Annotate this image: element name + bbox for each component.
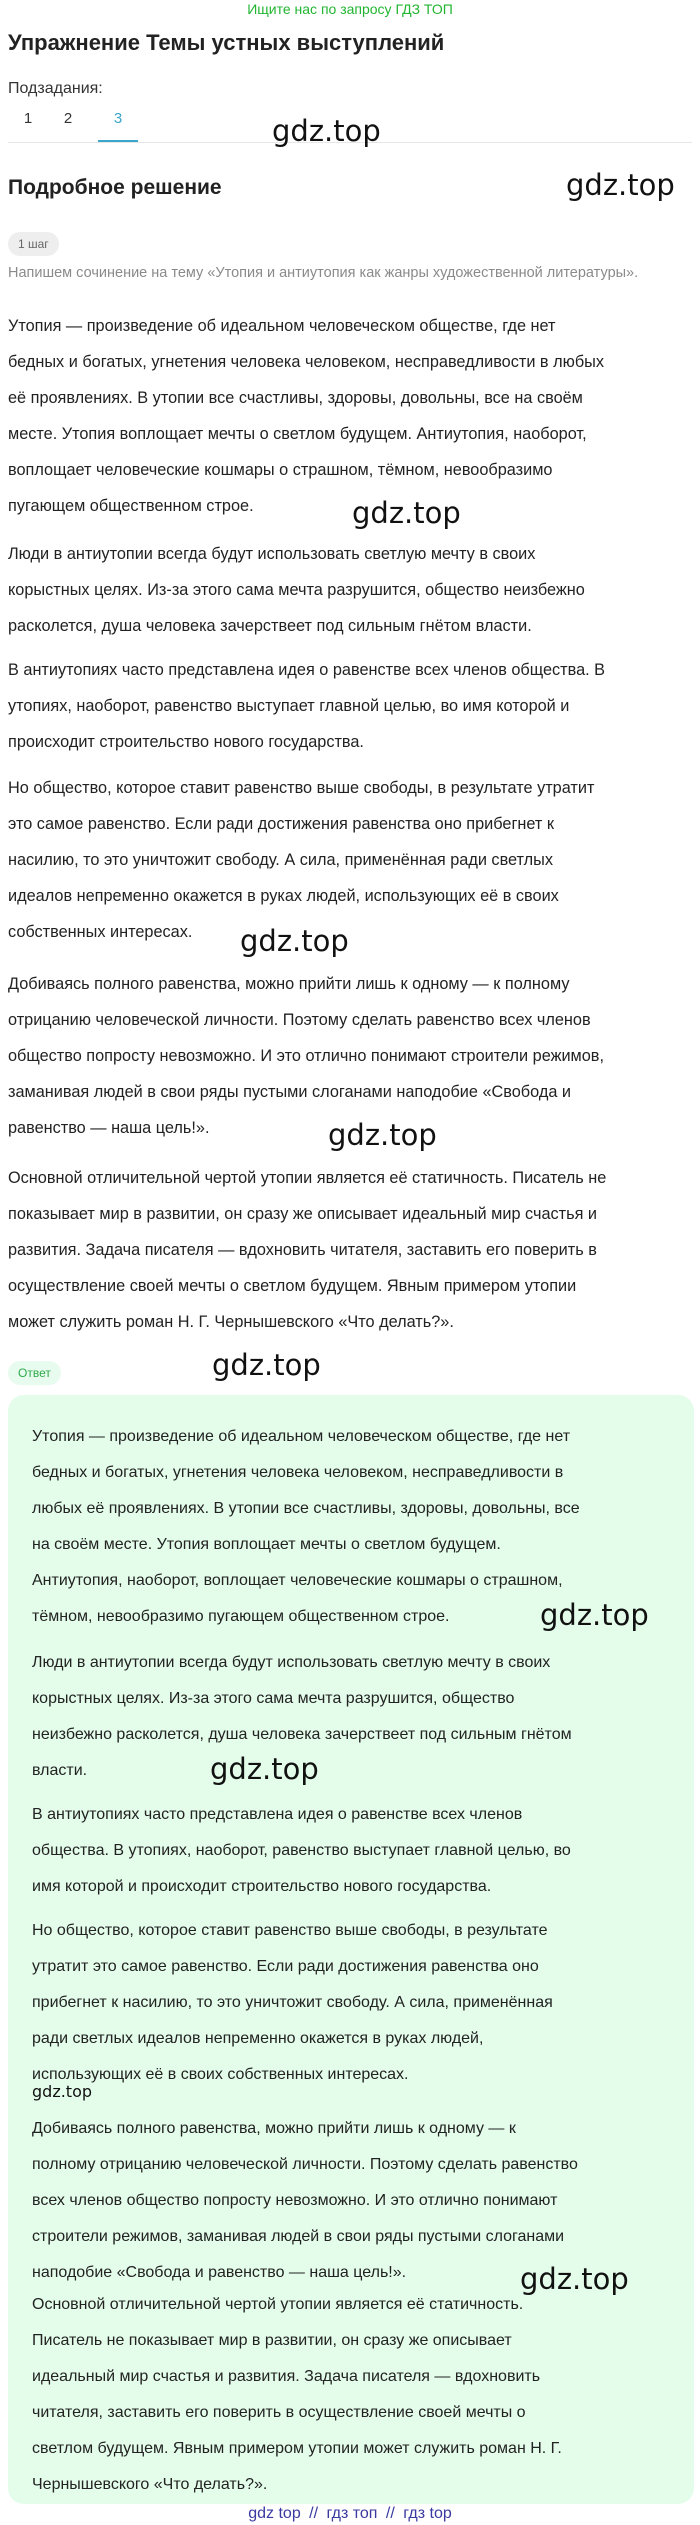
text-line: общества. В утопиях, наоборот, равенство выступает главной целью, во xyxy=(32,1842,571,1859)
footer-separator: // xyxy=(385,2505,395,2522)
text-line: Утопия — произведение об идеальном человеческом обществе, где нет xyxy=(32,1428,571,1445)
text-line: на своём месте. Утопия воплощает мечты о светлом будущем. xyxy=(32,1536,501,1553)
text-line: прибегнет к насилию, то это уничтожит свободу. А сила, применённая xyxy=(32,1994,553,2011)
watermark: gdz.top xyxy=(540,1598,649,1632)
search-banner[interactable]: Ищите нас по запросу ГДЗ ТОП xyxy=(247,1,453,17)
text-line: это самое равенство. Если ради достижения равенства оно прибегнет к xyxy=(8,815,554,833)
watermark: gdz.top xyxy=(520,2262,629,2296)
text-line: Утопия — произведение об идеальном человеческом обществе, где нет xyxy=(8,317,556,335)
text-line: Писатель не показывает мир в развитии, он сразу же описывает xyxy=(32,2332,512,2349)
text-line: Но общество, которое ставит равенство выше свободы, в результате xyxy=(32,1922,548,1939)
footer-link[interactable]: gdz top xyxy=(248,2505,301,2522)
solution-paragraph-1 xyxy=(8,308,694,524)
solution-paragraph-2 xyxy=(8,536,694,644)
text-line: имя которой и происходит строительство нового государства. xyxy=(32,1878,492,1895)
subtasks-label: Подзадания: xyxy=(8,80,103,97)
text-line: может служить роман Н. Г. Чернышевского «Что делать?». xyxy=(8,1313,454,1331)
watermark: gdz.top xyxy=(272,114,381,148)
step-badge: 1 шаг xyxy=(8,232,59,256)
text-line: Добиваясь полного равенства, можно прийти лишь к одному — к xyxy=(32,2120,516,2137)
watermark: gdz.top xyxy=(240,924,349,958)
text-line: Основной отличительной чертой утопии является её статичность. xyxy=(32,2296,524,2313)
text-line: всех членов общество попросту невозможно. И это отлично понимают xyxy=(32,2192,558,2209)
text-line: её проявлениях. В утопии все счастливы, здоровы, довольны, все на своём xyxy=(8,389,583,407)
text-line: насилию, то это уничтожит свободу. А сила, применённая ради светлых xyxy=(8,851,553,869)
text-line: Антиутопия, наоборот, воплощает человеческие кошмары о страшном, xyxy=(32,1572,563,1589)
footer-link[interactable]: гдз топ xyxy=(326,2505,378,2522)
footer-separator: // xyxy=(309,2505,319,2522)
text-line: строители режимов, заманивая людей в свои ряды пустыми слоганами xyxy=(32,2228,565,2245)
text-line: заманивая людей в свои ряды пустыми слоганами наподобие «Свобода и xyxy=(8,1083,572,1101)
text-line: Чернышевского «Что делать?». xyxy=(32,2476,268,2493)
text-line: общество попросту невозможно. И это отлично понимают строители режимов, xyxy=(8,1047,604,1065)
tab-2[interactable]: 2 xyxy=(63,110,73,127)
text-line: утратит это самое равенство. Если ради достижения равенства оно xyxy=(32,1958,539,1975)
watermark: gdz.top xyxy=(210,1752,319,1786)
watermark: gdz.top xyxy=(328,1118,437,1152)
text-line: бедных и богатых, угнетения человека человеком, несправедливости в xyxy=(32,1464,564,1481)
text-line: тёмном, невообразимо пугающем общественном строе. xyxy=(32,1608,450,1625)
text-line: осуществление своей мечты о светлом будущем. Явным примером утопии xyxy=(8,1277,577,1295)
solution-paragraph-3 xyxy=(8,652,694,760)
text-line: В антиутопиях часто представлена идея о равенстве всех членов xyxy=(32,1806,523,1823)
text-line: Добиваясь полного равенства, можно прийти лишь к одному — к полному xyxy=(8,975,570,993)
text-line: Люди в антиутопии всегда будут использовать светлую мечту в своих xyxy=(32,1654,551,1671)
solution-heading: Подробное решение xyxy=(8,176,222,199)
footer-links xyxy=(0,2504,700,2524)
footer-link[interactable]: гдз top xyxy=(403,2505,452,2522)
page-title: Упражнение Темы устных выступлений xyxy=(8,30,445,55)
text-line: месте. Утопия воплощает мечты о светлом будущем. Антиутопия, наоборот, xyxy=(8,425,587,443)
answer-box xyxy=(8,1395,694,2504)
text-line: светлом будущем. Явным примером утопии может служить роман Н. Г. xyxy=(32,2440,562,2457)
text-line: утопиях, наоборот, равенство выступает главной целью, во имя которой и xyxy=(8,697,570,715)
text-line: происходит строительство нового государства. xyxy=(8,733,364,751)
intro-text: Напишем сочинение на тему «Утопия и антиутопия как жанры художественной литературы». xyxy=(8,265,639,281)
tab-1[interactable]: 1 xyxy=(23,110,33,127)
text-line: Но общество, которое ставит равенство выше свободы, в результате утратит xyxy=(8,779,595,797)
solution-paragraph-6 xyxy=(8,1160,694,1340)
text-line: воплощает человеческие кошмары о страшном, тёмном, невообразимо xyxy=(8,461,553,479)
text-line: идеальный мир счастья и развития. Задача писателя — вдохновить xyxy=(32,2368,541,2385)
text-line: развития. Задача писателя — вдохновить читателя, заставить его поверить в xyxy=(8,1241,597,1259)
answer-paragraph-2 xyxy=(32,1645,672,1789)
text-line: собственных интересах. xyxy=(8,923,193,941)
answer-badge: Ответ xyxy=(8,1361,61,1385)
text-line: использующих её в своих собственных интересах. xyxy=(32,2066,409,2083)
text-line: Основной отличительной чертой утопии является её статичность. Писатель не xyxy=(8,1169,607,1187)
answer-paragraph-3 xyxy=(32,1797,672,1905)
text-line: власти. xyxy=(32,1762,88,1779)
text-line: показывает мир в развитии, он сразу же описывает идеальный мир счастья и xyxy=(8,1205,598,1223)
text-line: любых её проявлениях. В утопии все счастливы, здоровы, довольны, все xyxy=(32,1500,580,1517)
text-line: корыстных целях. Из-за этого сама мечта разрушится, общество неизбежно xyxy=(8,581,585,599)
watermark: gdz.top xyxy=(212,1348,321,1382)
text-line: ради светлых идеалов непременно окажется в руках людей, xyxy=(32,2030,484,2047)
text-line: читателя, заставить его поверить в осуществление своей мечты о xyxy=(32,2404,526,2421)
text-line: наподобие «Свобода и равенство — наша цель!». xyxy=(32,2264,407,2281)
text-line: пугающем общественном строе. xyxy=(8,497,254,515)
text-line: идеалов непременно окажется в руках людей, использующих её в своих xyxy=(8,887,559,905)
text-line: равенство — наша цель!». xyxy=(8,1119,210,1137)
tab-3[interactable]: 3 xyxy=(98,104,138,142)
text-line: В антиутопиях часто представлена идея о равенстве всех членов общества. В xyxy=(8,661,606,679)
watermark: gdz.top xyxy=(566,168,675,202)
text-line: бедных и богатых, угнетения человека человеком, несправедливости в любых xyxy=(8,353,604,371)
text-line: расколется, душа человека зачерствеет под сильным гнётом власти. xyxy=(8,617,532,635)
text-line: корыстных целях. Из-за этого сама мечта разрушится, общество xyxy=(32,1690,515,1707)
solution-paragraph-4 xyxy=(8,770,694,950)
text-line: неизбежно расколется, душа человека зачерствеет под сильным гнётом xyxy=(32,1726,572,1743)
watermark: gdz.top xyxy=(32,2082,93,2101)
text-line: отрицанию человеческой личности. Поэтому сделать равенство всех членов xyxy=(8,1011,591,1029)
text-line: полному отрицанию человеческой личности. Поэтому сделать равенство xyxy=(32,2156,578,2173)
answer-paragraph-6 xyxy=(32,2287,672,2503)
answer-paragraph-4 xyxy=(32,1913,672,2093)
watermark: gdz.top xyxy=(352,496,461,530)
text-line: Люди в антиутопии всегда будут использовать светлую мечту в своих xyxy=(8,545,536,563)
